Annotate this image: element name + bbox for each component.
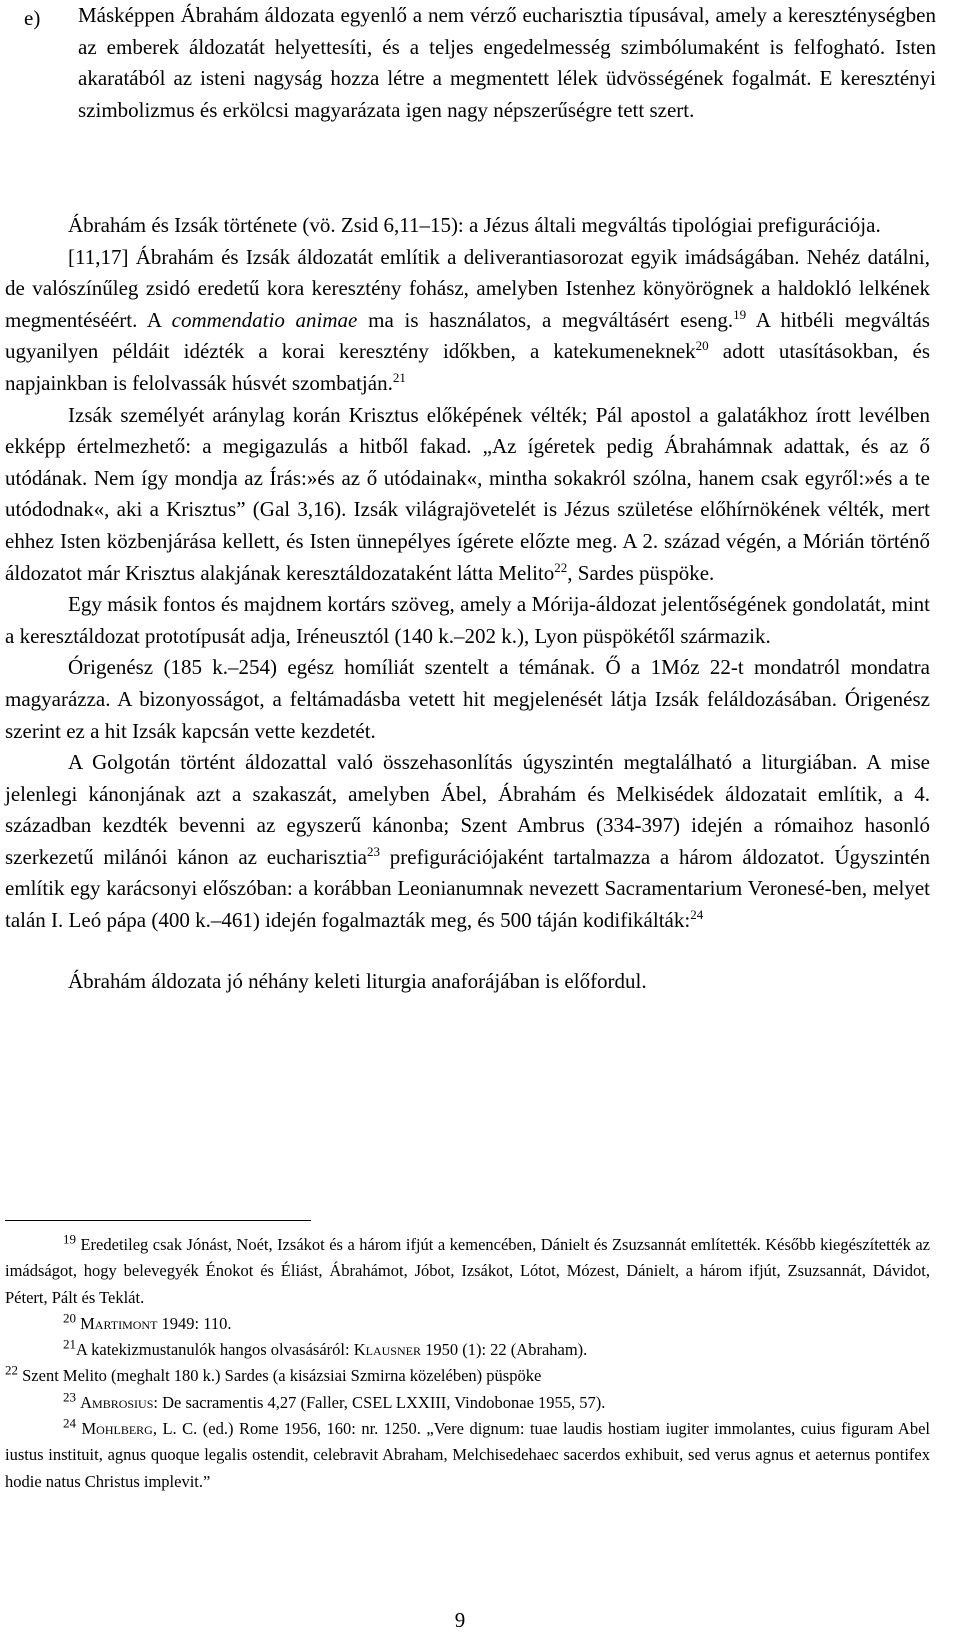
footnote-21 xyxy=(5,1337,930,1363)
footnote-text: 1949: 110. xyxy=(157,1313,232,1333)
list-item-text: Másképpen Ábrahám áldozata egyenlő a nem vérző eucharisztia típusával, amely a kereszténységben az emberek áldozatát helyettesíti, és a teljes engedelmesség szimbólumaként is felfogható. Isten akaratából az isteni nagyság hozza létre a megmentett lélek üdvösségének fogalmát. E keresztényi szimbolizmus és erkölcsi magyarázata igen nagy népszerűségre tett szert. xyxy=(78,3,936,122)
list-item-label: e) xyxy=(24,6,41,30)
footnote-text: Szent Melito (meghalt 180 k.) Sardes (a kisázsiai Szmirna közelében) püspöke xyxy=(18,1366,542,1386)
footnote-ref-23[interactable]: 23 xyxy=(367,843,380,859)
footnote-number: 19 xyxy=(63,1231,76,1247)
footnote-text: A katekizmustanulók hangos olvasásáról: xyxy=(76,1340,354,1360)
footnote-ref-20[interactable]: 20 xyxy=(695,338,709,354)
footnote-author: Mohlberg xyxy=(81,1419,153,1439)
footnote-text: , L. C. (ed.) Rome 1956, 160: nr. 1250. „Vere dignum: tuae laudis hostiam iugiter immolantes, cuius figuram Abel iustus instituit, agnus quoque legalis ostendit, celebravit Abraham, Melchisedehaec sacerdos exhibuit, sed verus agnus et aeternus pontifex hodie natus Christus implevit.” xyxy=(5,1419,930,1491)
paragraph-4: Egy másik fontos és majdnem kortárs szöveg, amely a Mórija-áldozat jelentőségének gondolatát, mint a keresztáldozat prototípusát adja, Iréneusztól (140 k.–202 k.), Lyon püspökétől származik. xyxy=(5,592,930,648)
footnote-number: 21 xyxy=(63,1336,76,1352)
paragraph-2-text-c: A hitbéli megváltás ugyanilyen példáit idézték a korai keresztény időkben, a katekumeneknek xyxy=(5,307,930,364)
footnote-22 xyxy=(5,1363,930,1389)
footnote-number: 24 xyxy=(63,1415,76,1431)
paragraph-6-text-a: A Golgotán történt áldozattal való összehasonlítás úgyszintén megtalálható a liturgiában. A mise jelenlegi kánonjának azt a szakaszát, amelyben Ábel, Ábrahám és Melkisédek áldozatait említik, a 4. században kezdték bevenni az egyszerű kánonba; Szent Ambrus (334-397) idején a rómaihoz hasonló szerkezetű milánói kánon az eucharisztia xyxy=(5,750,930,869)
paragraph-1: Ábrahám és Izsák története (vö. Zsid 6,11–15): a Jézus általi megváltás tipológiai prefigurációja. xyxy=(68,213,881,237)
footnotes xyxy=(5,1232,930,1495)
footnote-ref-22[interactable]: 22 xyxy=(554,559,568,575)
footnote-text: Eredetileg csak Jónást, Noét, Izsákot és a három ifjút a kemencében, Dánielt és Zsuzsannát említették. Később kiegészítették az imádságot, hogy belevegyék Énokot és Éliást, Ábrahámot, Jóbot, Izsákot, Lótot, Mózest, Dánielt, a három ifjút, Zsuzsannát, Dávidot, Pétert, Pált és Teklát. xyxy=(5,1235,930,1307)
footnote-24 xyxy=(5,1416,930,1495)
footnote-separator xyxy=(5,1220,311,1221)
paragraph-2 xyxy=(5,242,930,400)
footnote-author: Ambrosius xyxy=(80,1392,154,1412)
footnote-number: 20 xyxy=(63,1310,76,1326)
paragraph-3 xyxy=(5,400,930,590)
paragraph-6-text-b: prefigurációjaként tartalmazza a három áldozatot. Úgyszintén említik egy karácsonyi előszóban: a korábban Leonianumnak nevezett Sacramentarium Veronesé-ben, melyet talán I. Leó pápa (400 k.–461) idején fogalmazták meg, és 500 táján kodifikálták: xyxy=(5,844,931,933)
paragraph-6 xyxy=(5,747,930,937)
paragraph-2-text-d: adott utasításokban, és napjainkban is felolvassák húsvét szombatján. xyxy=(5,339,931,395)
paragraph-3-text-a: Izsák személyét aránylag korán Krisztus előképének vélték; Pál apostol a galatákhoz írott levélben ekképp értelmezhető: a megigazulás a hitből fakad. „Az ígéretek pedig Ábrahámnak adattak, és az ő utódának. Nem így mondja az Írás:»és az ő utódainak«, mintha sokakról szólna, hanem csak egyről:»és a te utódodnak«, aki a Krisztus” (Gal 3,16). Izsák világrajövetelét is Jézus születése előhírnökének vélték, mert ehhez Isten közbenjárása kellett, és Isten ünnepélyes ígérete előzte meg. A 2. század végén, a Mórián történő áldozatot már Krisztus alakjának keresztáldozataként látta Melito xyxy=(5,402,930,585)
main-text xyxy=(5,208,930,997)
paragraph-5: Órigenész (185 k.–254) egész homíliát szentelt a témának. Ő a 1Móz 22-t mondatról mondatra magyarázza. A bizonyosságot, a feltámadásba vetett hit megjelenését látja Izsák feláldozásában. Órigenész szerint ez a hit Izsák kapcsán vette kezdetét. xyxy=(5,655,930,743)
footnote-20 xyxy=(5,1311,930,1337)
paragraph-3-text-b: , Sardes püspöke. xyxy=(567,560,715,585)
footnote-author: Martimont xyxy=(80,1313,158,1333)
footnote-text: : De sacramentis 4,27 (Faller, CSEL LXXIII, Vindobonae 1955, 57). xyxy=(153,1392,606,1412)
paragraph-2-text-a: [11,17] Ábrahám és Izsák áldozatát említik a deliverantiasorozat egyik imádságában. Nehéz datálni, de valószínűleg zsidó eredetű kora keresztény fohász, amelyben Istenhez könyörögnek a haldokló lelkének megmentéséért. A xyxy=(5,244,930,332)
paragraph-2-text-b: ma is használatos, a megváltásért eseng. xyxy=(357,307,734,332)
footnote-19 xyxy=(5,1232,930,1311)
footnote-ref-21[interactable]: 21 xyxy=(392,369,406,385)
footnote-ref-24[interactable]: 24 xyxy=(690,907,704,923)
paragraph-7: Ábrahám áldozata jó néhány keleti liturgia anaforájában is előfordul. xyxy=(68,968,647,993)
footnote-23 xyxy=(5,1390,930,1416)
paragraph-2-italic: commendatio animae xyxy=(171,307,358,332)
page-number: 9 xyxy=(454,1608,466,1632)
footnote-ref-19[interactable]: 19 xyxy=(733,306,747,322)
footnote-number: 22 xyxy=(5,1362,18,1378)
footnote-author: Klausner xyxy=(353,1340,421,1360)
footnote-number: 23 xyxy=(63,1389,76,1405)
footnote-text: 1950 (1): 22 (Abraham). xyxy=(420,1340,588,1360)
